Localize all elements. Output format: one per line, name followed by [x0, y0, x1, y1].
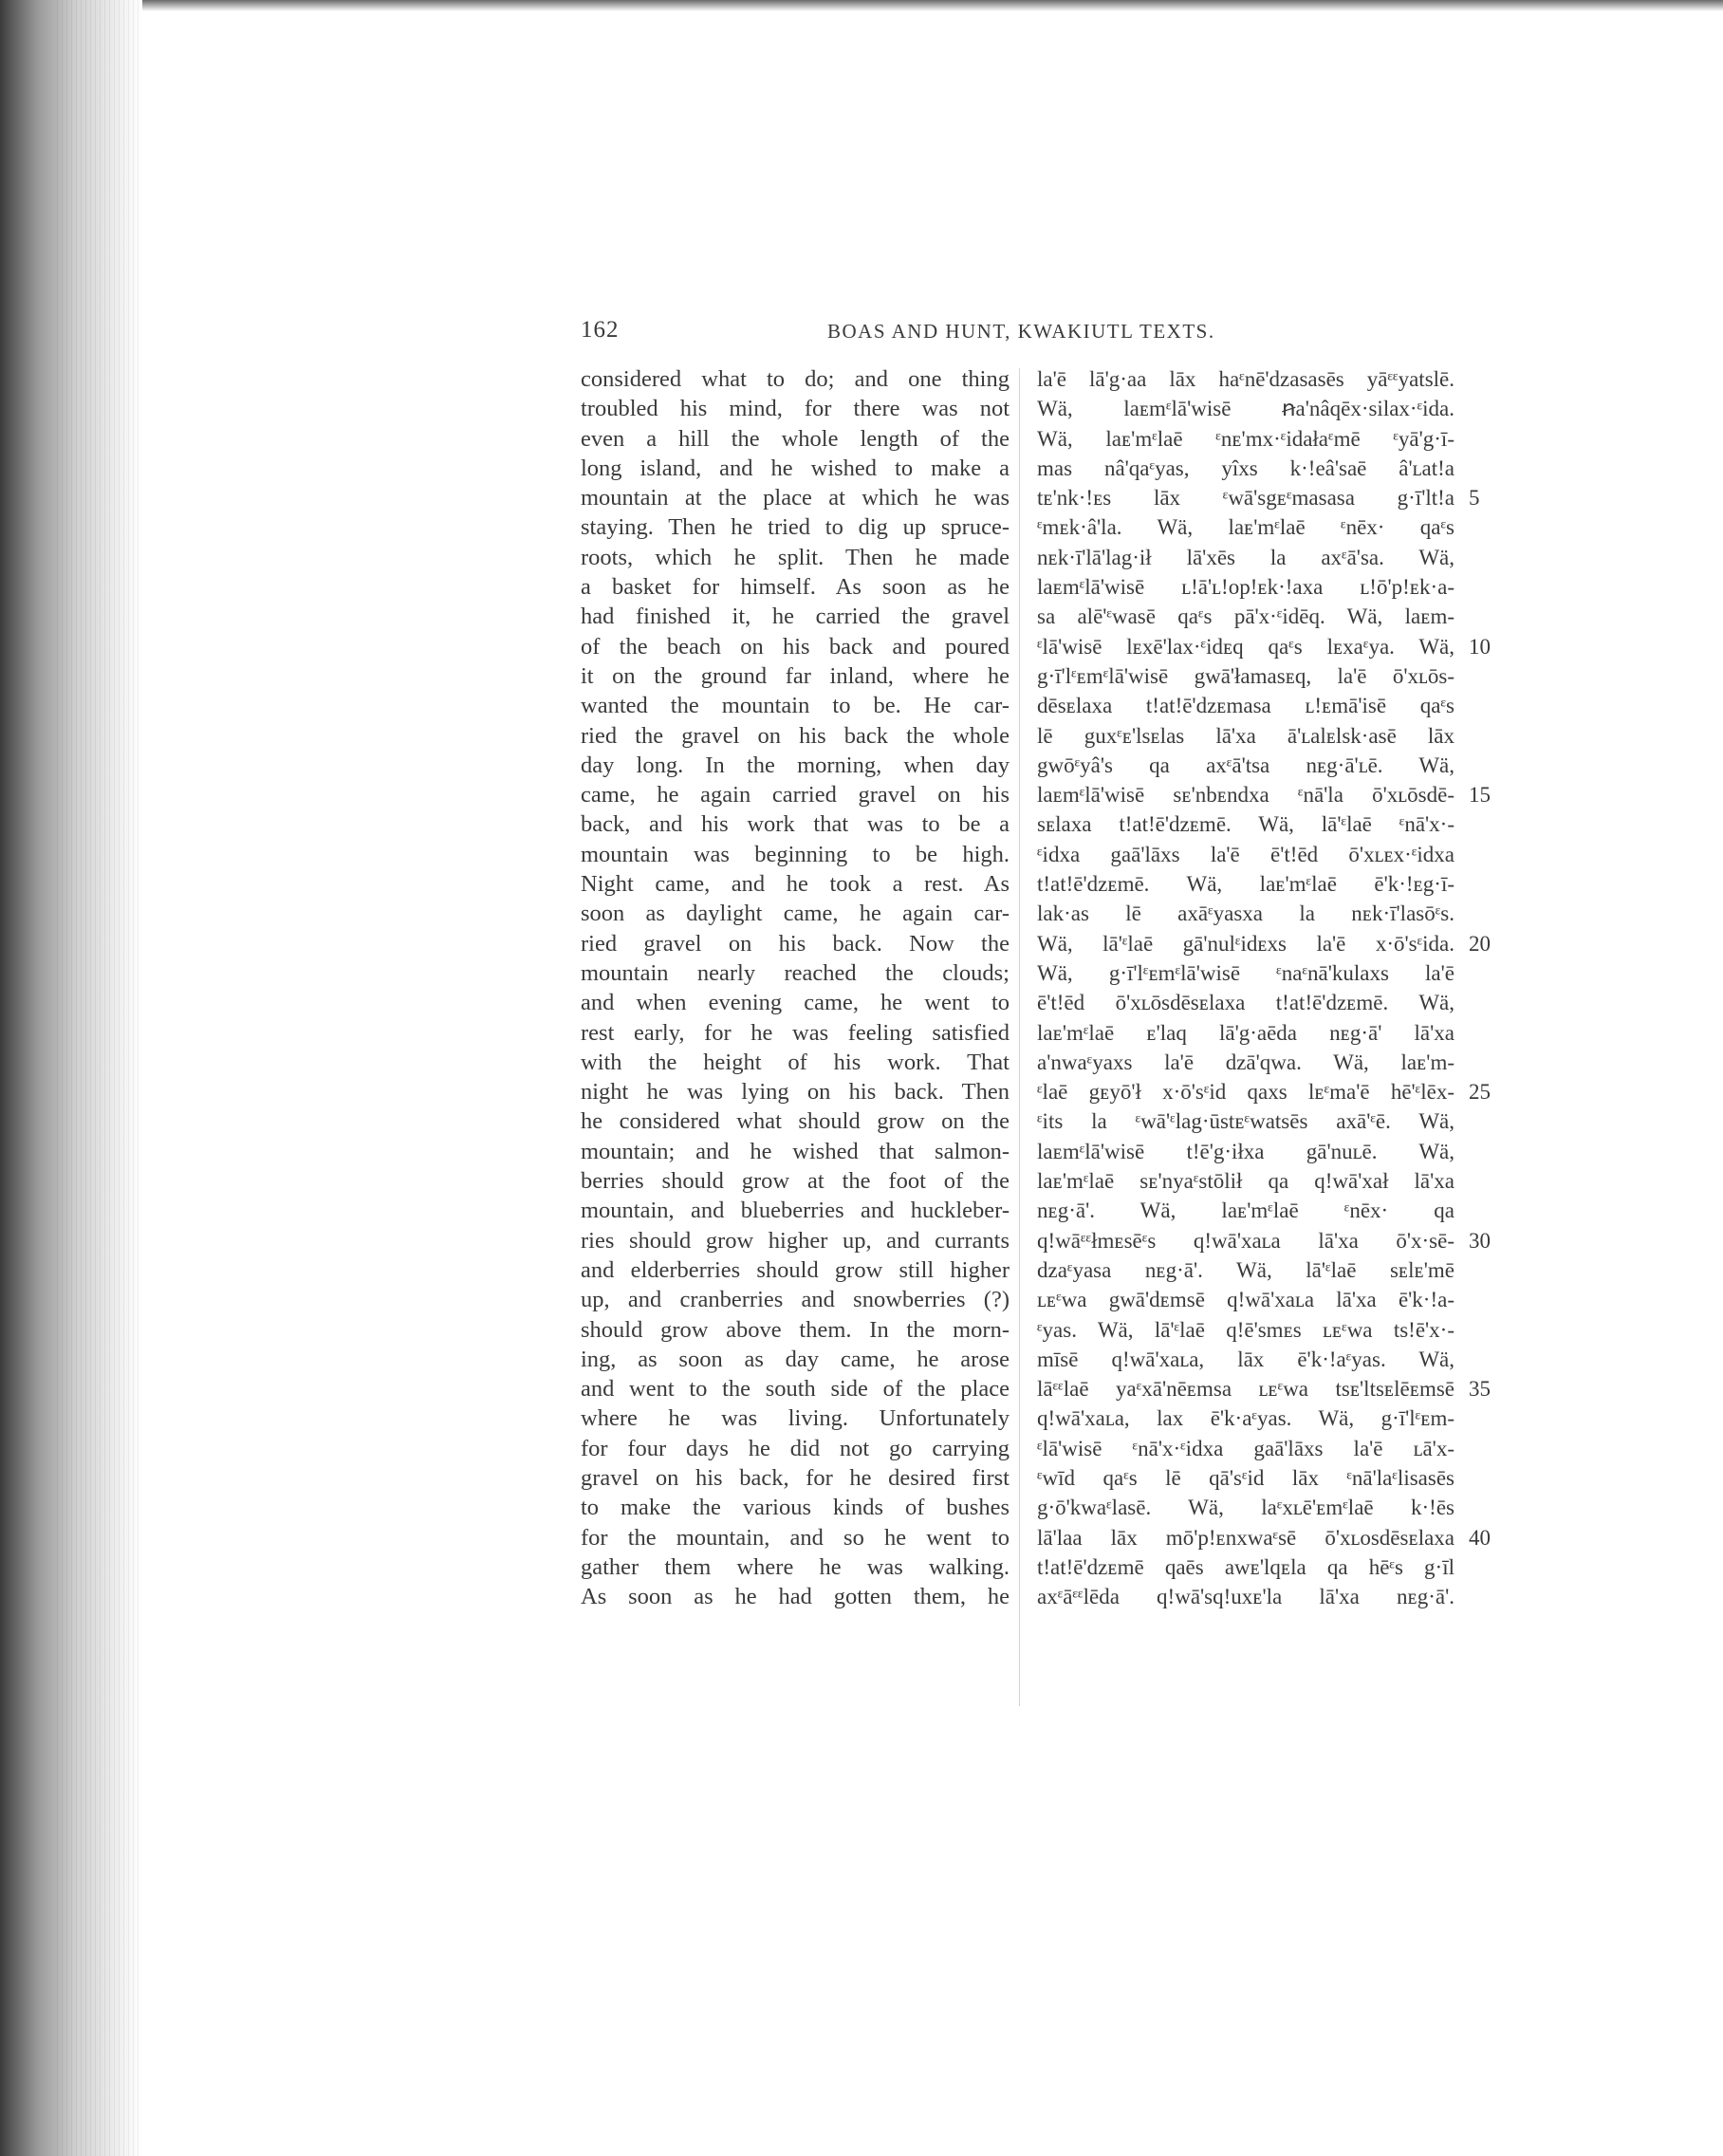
- english-text-line: up, and cranberries and snowberries (?): [581, 1287, 1010, 1313]
- english-text-line: day long. In the morning, when day: [581, 752, 1010, 778]
- english-text-line: had finished it, he carried the gravel: [581, 604, 1010, 630]
- kwakiutl-text-line: tᴇ'nk·!ᴇs lāx ᵋwā'sgᴇᵋmasasa g·ī'lt!a: [1037, 486, 1454, 511]
- page-number: 162: [581, 317, 620, 343]
- english-text-line: mountain, and blueberries and huckleber-: [581, 1198, 1010, 1224]
- kwakiutl-text-line: g·ī'lᵋᴇmᵋlā'wisē gwā'łamasᴇq, la'ē ō'xʟōs-: [1037, 663, 1454, 688]
- line-number: 40: [1469, 1525, 1491, 1550]
- english-text-line: As soon as he had gotten them, he: [581, 1584, 1010, 1610]
- line-number: 30: [1469, 1228, 1491, 1253]
- kwakiutl-text-line: a'nwaᵋyaxs la'ē dzā'qwa. Wä, laᴇ'm-: [1037, 1050, 1454, 1074]
- kwakiutl-text-line: lāᵋᵋlaē yaᵋxā'nēᴇmsa ʟᴇᵋwa tsᴇ'ltsᴇlēᴇmsē: [1037, 1377, 1454, 1402]
- kwakiutl-text-line: Wä, laᴇmᵋlā'wisē ꞥa'nâqēx·silax·ᵋida.: [1037, 397, 1454, 421]
- english-text-line: wanted the mountain to be. He car-: [581, 693, 1010, 719]
- kwakiutl-text-line: laᴇmᵋlā'wisē sᴇ'nbᴇndxa ᵋnā'la ō'xʟōsdē-: [1037, 783, 1454, 808]
- kwakiutl-text-line: ᵋmᴇk·â'la. Wä, laᴇ'mᵋlaē ᵋnēx· qaᵋs: [1037, 515, 1454, 540]
- kwakiutl-text-line: laᴇ'mᵋlaē ᴇ'laq lā'g·aēda nᴇg·ā' lā'xa: [1037, 1020, 1454, 1045]
- kwakiutl-text-line: mīsē q!wā'xaʟa, lāx ē'k·!aᵋyas. Wä,: [1037, 1347, 1454, 1371]
- english-text-line: it on the ground far inland, where he: [581, 662, 1010, 689]
- kwakiutl-text-line: mas nâ'qaᵋyas, yîxs k·!eâ'saē â'ʟat!a: [1037, 455, 1454, 480]
- book-page-edges: [0, 0, 142, 2156]
- line-number: 20: [1469, 931, 1491, 956]
- english-text-line: mountain nearly reached the clouds;: [581, 959, 1010, 986]
- kwakiutl-text-line: q!wā'xaʟa, lax ē'k·aᵋyas. Wä, g·ī'lᵋᴇm-: [1037, 1406, 1454, 1431]
- english-text-line: he considered what should grow on the: [581, 1108, 1010, 1135]
- english-text-line: berries should grow at the foot of the: [581, 1168, 1010, 1195]
- english-text-line: and went to the south side of the place: [581, 1376, 1010, 1403]
- line-number: 35: [1469, 1377, 1491, 1402]
- english-text-line: rest early, for he was feeling satisfied: [581, 1019, 1010, 1046]
- kwakiutl-text-line: axᵋāᵋᵋlēda q!wā'sq!uxᴇ'la lā'xa nᴇg·ā'.: [1037, 1585, 1454, 1609]
- english-text-line: for the mountain, and so he went to: [581, 1524, 1010, 1551]
- kwakiutl-text-line: g·ō'kwaᵋlasē. Wä, laᵋxʟē'ᴇmᵋlaē k·!ēs: [1037, 1496, 1454, 1520]
- english-text-line: considered what to do; and one thing: [581, 366, 1010, 392]
- english-text-line: gravel on his back, for he desired first: [581, 1464, 1010, 1491]
- english-text-line: Night came, and he took a rest. As: [581, 871, 1010, 898]
- line-number: 15: [1469, 783, 1491, 808]
- kwakiutl-text-line: ᵋidxa gaā'lāxs la'ē ē't!ēd ō'xʟᴇx·ᵋidxa: [1037, 842, 1454, 866]
- kwakiutl-text-line: ʟᴇᵋwa gwā'dᴇmsē q!wā'xaʟa lā'xa ē'k·!a-: [1037, 1288, 1454, 1312]
- kwakiutl-text-line: ᵋyas. Wä, lā'ᵋlaē q!ē'smᴇs ʟᴇᵋwa ts!ē'x·-: [1037, 1317, 1454, 1342]
- kwakiutl-text-line: ē't!ēd ō'xʟōsdēsᴇlaxa t!at!ē'dzᴇmē. Wä,: [1037, 991, 1454, 1015]
- kwakiutl-text-line: la'ē lā'g·aa lāx haᵋnē'dzasasēs yāᵋᵋyatslē.: [1037, 367, 1454, 391]
- kwakiutl-text-line: nᴇk·ī'lā'lag·ił lā'xēs la axᵋā'sa. Wä,: [1037, 545, 1454, 569]
- kwakiutl-text-line: Wä, lā'ᵋlaē gā'nulᵋidᴇxs la'ē x·ō'sᵋida.: [1037, 931, 1454, 956]
- kwakiutl-text-line: lē guxᵋᴇ'lsᴇlas lā'xa ā'ʟalᴇlsk·asē lāx: [1037, 723, 1454, 748]
- english-text-line: should grow above them. In the morn-: [581, 1316, 1010, 1343]
- english-text-line: gather them where he was walking.: [581, 1553, 1010, 1580]
- kwakiutl-text-line: gwōᵋyâ's qa axᵋā'tsa nᴇg·ā'ʟē. Wä,: [1037, 753, 1454, 777]
- kwakiutl-text-line: ᵋlaē gᴇyō'ł x·ō'sᵋid qaxs lᴇᵋma'ē hē'ᵋlēx-: [1037, 1080, 1454, 1105]
- kwakiutl-text-line: sa alē'ᵋwasē qaᵋs pā'x·ᵋidēq. Wä, laᴇm-: [1037, 604, 1454, 629]
- kwakiutl-text-line: Wä, g·ī'lᵋᴇmᵋlā'wisē ᵋnaᵋnā'kulaxs la'ē: [1037, 960, 1454, 985]
- english-text-line: and elderberries should grow still higher: [581, 1256, 1010, 1283]
- kwakiutl-text-line: laᴇmᵋlā'wisē t!ē'g·iłxa gā'nuʟē. Wä,: [1037, 1139, 1454, 1163]
- kwakiutl-text-line: ᵋits la ᵋwā'ᵋlag·ūstᴇᵋwatsēs axā'ᵋē. Wä,: [1037, 1109, 1454, 1134]
- kwakiutl-text-line: t!at!ē'dzᴇmē. Wä, laᴇ'mᵋlaē ē'k·!ᴇg·ī-: [1037, 872, 1454, 897]
- english-text-line: mountain; and he wished that salmon-: [581, 1138, 1010, 1164]
- line-number: 5: [1469, 486, 1480, 511]
- kwakiutl-text-line: ᵋlā'wisē lᴇxē'lax·ᵋidᴇq qaᵋs lᴇxaᵋya. Wä,: [1037, 634, 1454, 659]
- english-text-line: roots, which he split. Then he made: [581, 544, 1010, 570]
- kwakiutl-text-column: [1037, 364, 1454, 1611]
- english-text-line: and when evening came, he went to: [581, 990, 1010, 1016]
- kwakiutl-text-line: laᴇmᵋlā'wisē ʟ!ā'ʟ!op!ᴇk·!axa ʟ!ō'p!ᴇk·a-: [1037, 575, 1454, 600]
- kwakiutl-text-line: lak·as lē axāᵋyasxa la nᴇk·ī'lasōᵋs.: [1037, 901, 1454, 926]
- kwakiutl-text-line: sᴇlaxa t!at!ē'dzᴇmē. Wä, lā'ᵋlaē ᵋnā'x·-: [1037, 812, 1454, 837]
- english-text-line: back, and his work that was to be a: [581, 811, 1010, 838]
- english-text-line: where he was living. Unfortunately: [581, 1405, 1010, 1432]
- english-text-line: ried the gravel on his back the whole: [581, 722, 1010, 749]
- english-text-line: a basket for himself. As soon as he: [581, 574, 1010, 601]
- line-number: 10: [1469, 634, 1491, 659]
- column-divider: [1019, 368, 1020, 1706]
- english-text-line: ries should grow higher up, and currants: [581, 1227, 1010, 1254]
- english-text-line: came, he again carried gravel on his: [581, 782, 1010, 808]
- kwakiutl-text-line: Wä, laᴇ'mᵋlaē ᵋnᴇ'mx·ᵋidałaᵋmē ᵋyā'g·ī-: [1037, 426, 1454, 451]
- english-text-line: for four days he did not go carrying: [581, 1435, 1010, 1461]
- kwakiutl-text-line: t!at!ē'dzᴇmē qaēs awᴇ'lqᴇla qa hēᵋs g·īl: [1037, 1554, 1454, 1579]
- scan-top-edge: [0, 0, 1723, 11]
- kwakiutl-text-line: ᵋlā'wisē ᵋnā'x·ᵋidxa gaā'lāxs la'ē ʟā'x-: [1037, 1436, 1454, 1460]
- kwakiutl-text-line: lā'laa lāx mō'p!ᴇnxwaᵋsē ō'xʟosdēsᴇlaxa: [1037, 1525, 1454, 1550]
- english-text-line: mountain at the place at which he was: [581, 485, 1010, 511]
- kwakiutl-text-line: laᴇ'mᵋlaē sᴇ'nyaᵋstōlił qa q!wā'xał lā'xa: [1037, 1169, 1454, 1194]
- running-title: BOAS AND HUNT, KWAKIUTL TEXTS.: [827, 320, 1215, 343]
- english-text-line: staying. Then he tried to dig up spruce-: [581, 514, 1010, 541]
- kwakiutl-text-line: nᴇg·ā'. Wä, laᴇ'mᵋlaē ᵋnēx· qa: [1037, 1199, 1454, 1223]
- english-text-line: ing, as soon as day came, he arose: [581, 1346, 1010, 1372]
- english-text-line: troubled his mind, for there was not: [581, 396, 1010, 422]
- kwakiutl-text-line: dzaᵋyasa nᴇg·ā'. Wä, lā'ᵋlaē sᴇlᴇ'mē: [1037, 1257, 1454, 1282]
- english-text-line: mountain was beginning to be high.: [581, 841, 1010, 867]
- english-text-line: even a hill the whole length of the: [581, 425, 1010, 452]
- line-number: 25: [1469, 1080, 1491, 1105]
- english-text-line: soon as daylight came, he again car-: [581, 901, 1010, 927]
- english-text-line: of the beach on his back and poured: [581, 633, 1010, 660]
- english-text-line: to make the various kinds of bushes: [581, 1495, 1010, 1521]
- english-translation-column: [581, 364, 1010, 1611]
- kwakiutl-text-line: dēsᴇlaxa t!at!ē'dzᴇmasa ʟ!ᴇmā'isē qaᵋs: [1037, 694, 1454, 718]
- english-text-line: with the height of his work. That: [581, 1049, 1010, 1075]
- english-text-line: ried gravel on his back. Now the: [581, 930, 1010, 957]
- english-text-line: night he was lying on his back. Then: [581, 1079, 1010, 1106]
- english-text-line: long island, and he wished to make a: [581, 455, 1010, 481]
- page-header: [581, 317, 1567, 351]
- kwakiutl-text-line: q!wāᵋᵋłmᴇsēᵋs q!wā'xaʟa lā'xa ō'x·sē-: [1037, 1228, 1454, 1253]
- kwakiutl-text-line: ᵋwīd qaᵋs lē qā'sᵋid lāx ᵋnā'laᵋlisasēs: [1037, 1465, 1454, 1490]
